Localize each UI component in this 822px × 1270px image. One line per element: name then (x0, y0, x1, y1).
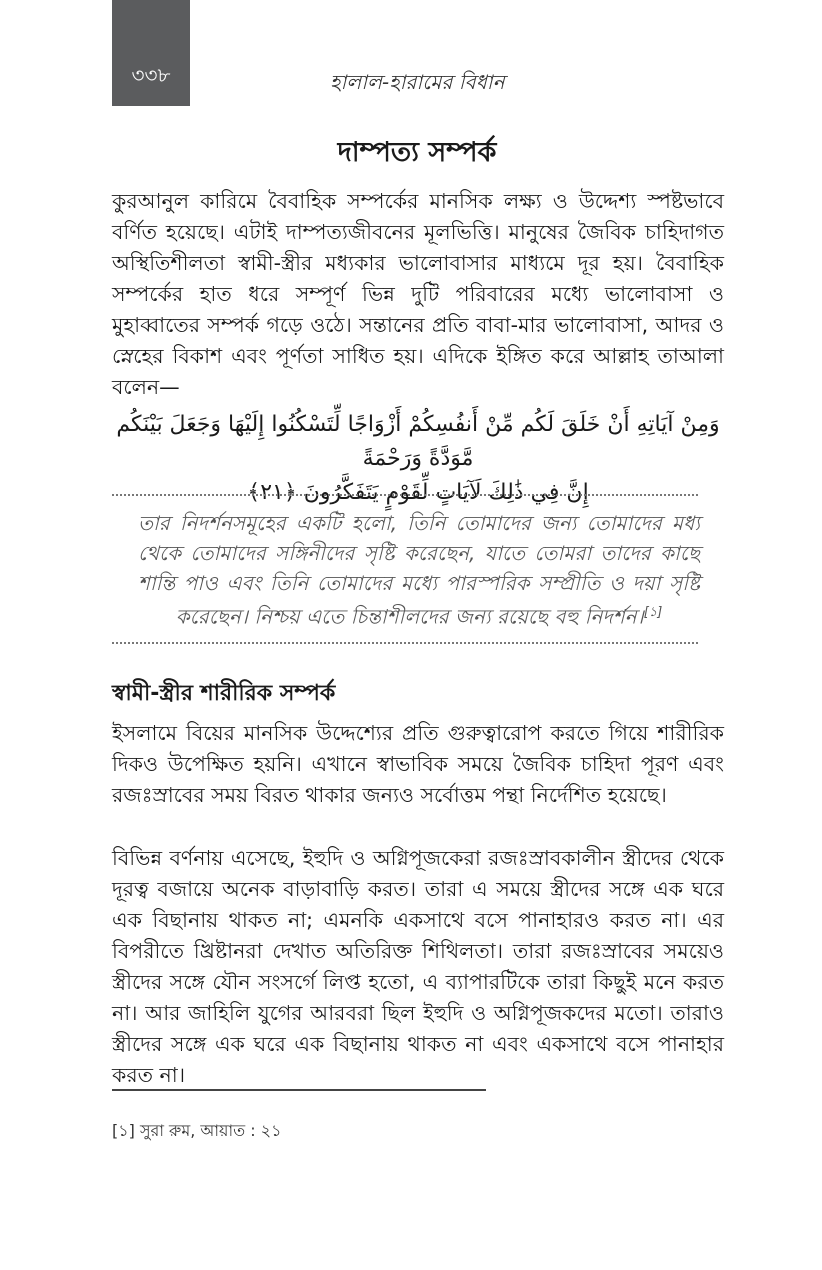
intro-paragraph: কুরআনুল কারিমে বৈবাহিক সম্পর্কের মানসিক লক্ষ্য ও উদ্দেশ্য স্পষ্টভাবে বর্ণিত হয়েছে। এটাই দাম্পত্যজীবনের মূলভিত্তি। মানুষের জৈবিক চাহিদাগত অস্থিতিশীলতা স্বামী-স্ত্রীর মধ্যকার ভালোবাসার মাধ্যমে দূর হয়। বৈবাহিক সম্পর্কের হাত ধরে সম্পূর্ণ ভিন্ন দুটি পরিবারের মধ্যে ভালোবাসা ও মুহাব্বাতের সম্পর্ক গড়ে ওঠে। সন্তানের প্রতি বাবা-মার ভালোবাসা, আদর ও স্নেহের বিকাশ এবং পূর্ণতা সাধিত হয়। এদিকে ইঙ্গিত করে আল্লাহ তাআলা বলেন— (112, 189, 724, 399)
page-number: ৩৩৮ (131, 63, 171, 87)
chapter-title: দাম্পত্য সম্পর্ক (337, 137, 497, 168)
section-title: স্বামী-স্ত্রীর শারীরিক সম্পর্ক (112, 681, 336, 706)
translation-text: তার নিদর্শনসমূহের একটি হলো, তিনি তোমাদের জন্য তোমাদের মধ্য থেকে তোমাদের সঙ্গিনীদের সৃষ্টি করেছেন, যাতে তোমরা তাদের কাছে শান্তি পাও এবং তিনি তোমাদের মধ্যে পারস্পরিক সম্প্রীতি ও দয়া সৃষ্টি করেছেন। নিশ্চয় এতে চিন্তাশীলদের জন্য রয়েছে বহু নিদর্শন। (138, 511, 700, 629)
verse-translation (138, 508, 700, 632)
arabic-line-2: إِنَّ فِي ذَٰلِكَ لَآيَاتٍ لِّقَوْمٍ يَتَفَكَّرُونَ ﴿٢١﴾ (247, 480, 589, 505)
page-number-tab (112, 0, 190, 106)
footnote: [১] সুরা রুম, আয়াত : ২১ (112, 1121, 282, 1140)
footnote-marker: [১] (643, 605, 663, 620)
section-paragraph-2: বিভিন্ন বর্ণনায় এসেছে, ইহুদি ও অগ্নিপূজকেরা রজঃস্রাবকালীন স্ত্রীদের থেকে দূরত্ব বজায়ে অনেক বাড়াবাড়ি করত। তারা এ সময়ে স্ত্রীদের সঙ্গে এক ঘরে এক বিছানায় থাকত না; এমনকি একসাথে বসে পানাহারও করত না। এর বিপরীতে খ্রিষ্টানরা দেখাত অতিরিক্ত শিথিলতা। তারা রজঃস্রাবের সময়েও স্ত্রীদের সঙ্গে যৌন সংসর্গে লিপ্ত হতো, এ ব্যাপারটিকে তারা কিছুই মনে করত না। আর জাহিলি যুগের আরবরা ছিল ইহুদি ও অগ্নিপূজকদের মতো। তারাও স্ত্রীদের সঙ্গে এক ঘরে এক বিছানায় থাকত না এবং একসাথে বসে পানাহার করত না। (112, 846, 724, 1087)
arabic-line-1: وَمِنْ آيَاتِهِ أَنْ خَلَقَ لَكُم مِّنْ أَنفُسِكُمْ أَزْوَاجًا لِّتَسْكُنُوا إِلَيْهَا وَجَعَلَ بَيْنَكُم مَّوَدَّةً وَرَحْمَةً (116, 412, 720, 471)
verse-divider-top (112, 494, 698, 496)
footnote-rule (112, 1089, 486, 1091)
running-header-title: হালাল-হারামের বিধান (330, 70, 505, 94)
section-paragraph-1: ইসলামে বিয়ের মানসিক উদ্দেশ্যের প্রতি গুরুত্বারোপ করতে গিয়ে শারীরিক দিকও উপেক্ষিত হয়নি। এখানে স্বাভাবিক সময়ে জৈবিক চাহিদা পূরণ এবং রজঃস্রাবের সময় বিরত থাকার জন্যও সর্বোত্তম পন্থা নির্দেশিত হয়েছে। (112, 721, 724, 807)
verse-divider-bottom (112, 642, 698, 644)
